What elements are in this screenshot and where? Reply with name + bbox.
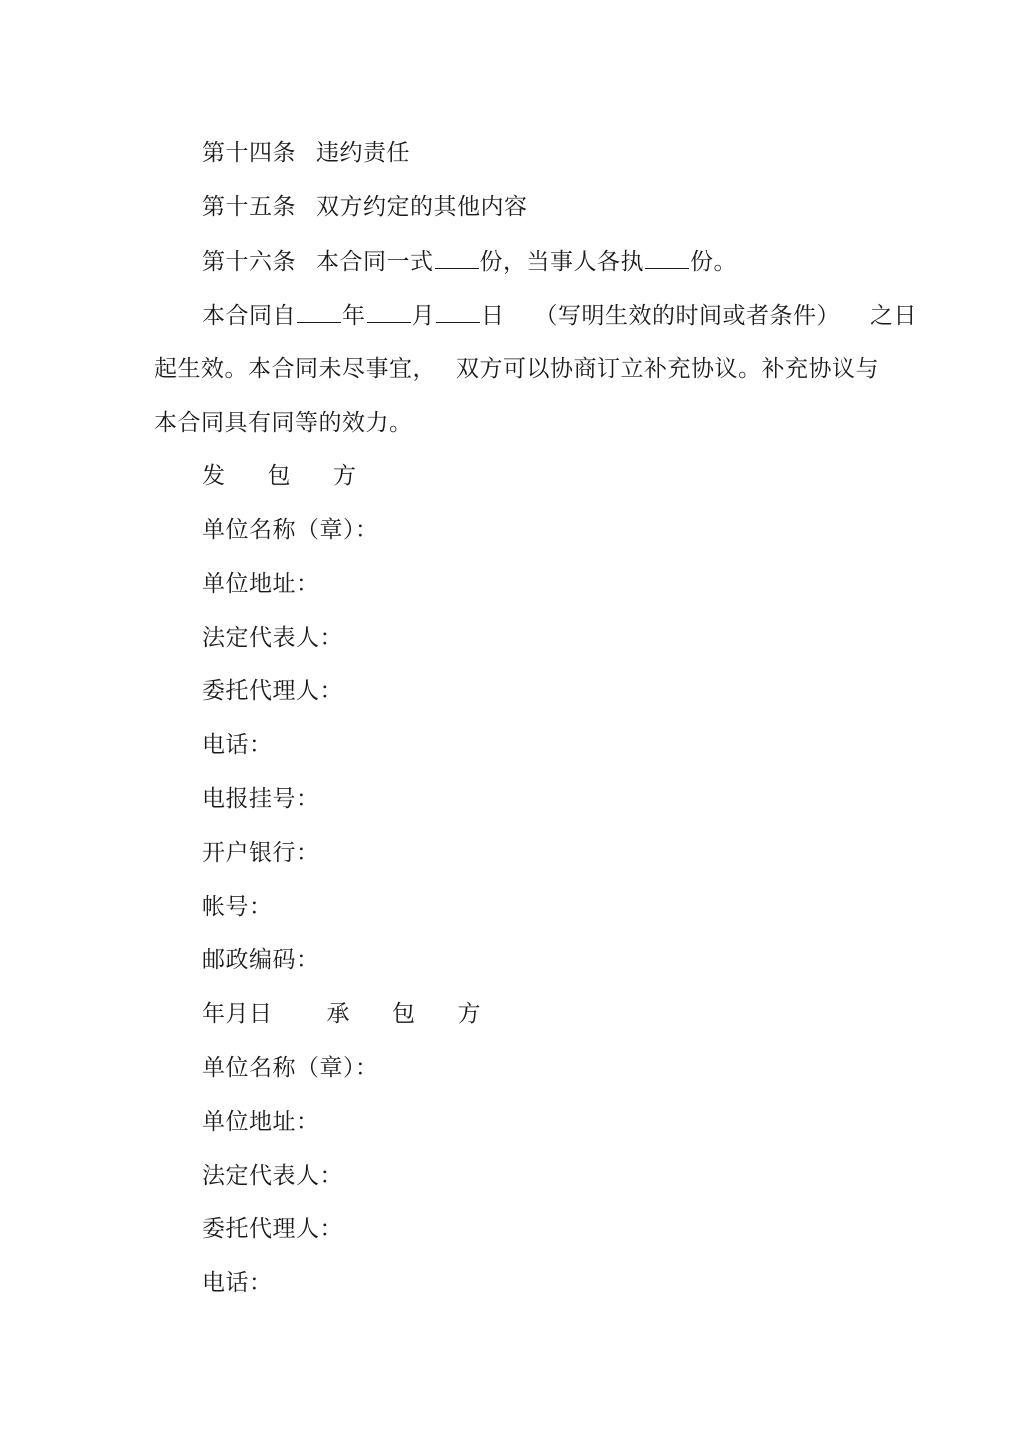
effect-tail: 之日 <box>870 303 917 329</box>
employer-char-3: 方 <box>333 463 357 489</box>
article-15-text: 双方约定的其他内容 <box>316 194 528 220</box>
effect-month: 月 <box>411 303 435 329</box>
employer-char-2: 包 <box>267 463 291 489</box>
effect-line-1 <box>202 300 917 331</box>
article-14-label: 第十四条 <box>202 140 296 166</box>
date-label: 年月日 <box>202 1001 273 1027</box>
employer-account-label: 帐号： <box>202 894 273 920</box>
effect-line2a: 起生效。本合同未尽事宜， <box>154 356 436 382</box>
article-15 <box>202 192 528 222</box>
contractor-char-1: 承 <box>326 1001 350 1027</box>
employer-char-1: 发 <box>202 463 226 489</box>
article-14 <box>202 138 410 168</box>
effect-line-3 <box>154 408 413 438</box>
article-16-part2: 份，当事人各执 <box>479 249 644 275</box>
employer-agent-label: 委托代理人： <box>202 678 343 704</box>
employer-heading <box>202 461 357 491</box>
effect-p1: 本合同自 <box>202 303 296 329</box>
employer-address-label: 单位地址： <box>202 571 320 597</box>
contractor-phone-label: 电话： <box>202 1270 273 1296</box>
copies-total-blank <box>435 246 479 269</box>
copies-each-blank <box>645 246 689 269</box>
contractor-legal-rep-label: 法定代表人： <box>202 1163 343 1189</box>
year-blank <box>297 300 341 323</box>
contractor-agent-label: 委托代理人： <box>202 1216 343 1242</box>
contractor-char-3: 方 <box>457 1001 481 1027</box>
article-16-part1: 本合同一式 <box>316 249 434 275</box>
employer-bank-label: 开户银行： <box>202 840 320 866</box>
article-16 <box>202 246 737 277</box>
effect-year: 年 <box>342 303 366 329</box>
effect-line-2 <box>154 354 879 384</box>
article-15-label: 第十五条 <box>202 194 296 220</box>
effect-line2b: 双方可以协商订立补充协议。补充协议与 <box>456 356 879 382</box>
effect-note: （写明生效的时间或者条件） <box>534 303 840 329</box>
contractor-heading <box>202 999 481 1029</box>
employer-telegraph-label: 电报挂号： <box>202 786 320 812</box>
effect-day: 日 <box>481 303 505 329</box>
article-16-label: 第十六条 <box>202 249 296 275</box>
month-blank <box>367 300 411 323</box>
employer-legal-rep-label: 法定代表人： <box>202 625 343 651</box>
employer-name-label: 单位名称（章）： <box>202 517 379 543</box>
article-14-text: 违约责任 <box>316 140 410 166</box>
article-16-part3: 份。 <box>690 249 737 275</box>
contractor-name-label: 单位名称（章）： <box>202 1055 379 1081</box>
contractor-char-2: 包 <box>392 1001 416 1027</box>
contractor-address-label: 单位地址： <box>202 1109 320 1135</box>
day-blank <box>436 300 480 323</box>
employer-phone-label: 电话： <box>202 732 273 758</box>
effect-line3: 本合同具有同等的效力。 <box>154 410 413 436</box>
employer-postcode-label: 邮政编码： <box>202 947 320 973</box>
